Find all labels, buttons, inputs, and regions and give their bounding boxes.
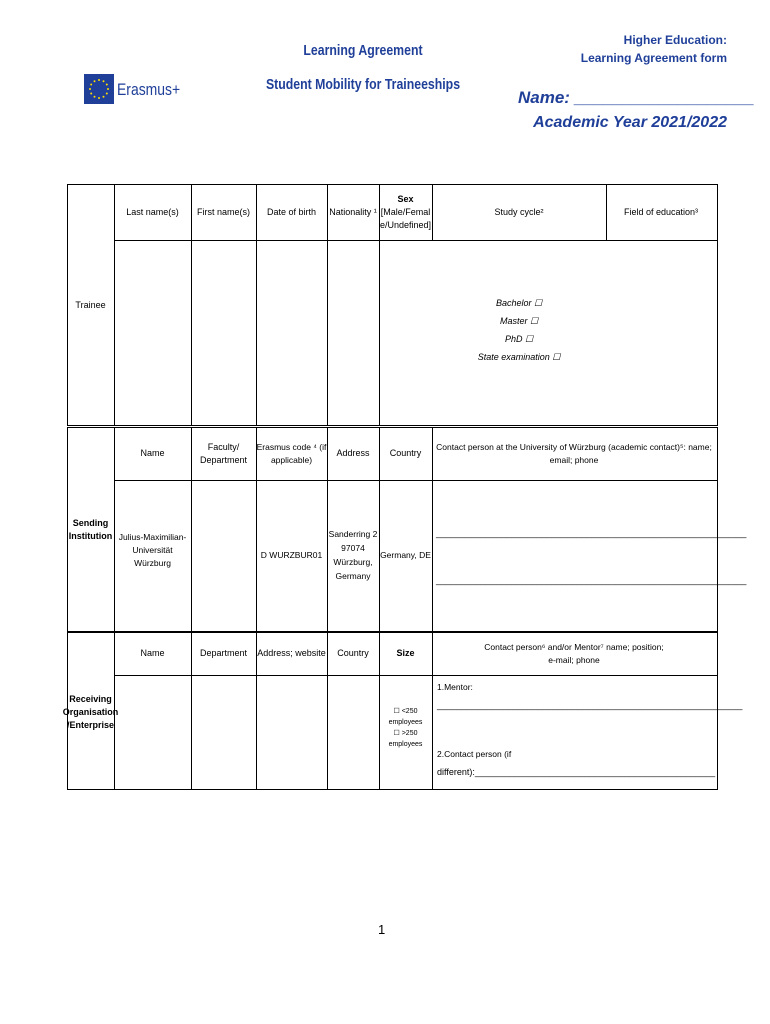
col-faculty-line-2: Department: [199, 454, 248, 465]
col-nationality: Nationality ¹: [329, 206, 377, 217]
contact-person-label: 2.Contact person (if: [437, 749, 512, 759]
col-sex: [379, 184, 432, 240]
address-line-3: Würzburg,: [333, 557, 373, 567]
option-phd[interactable]: PhD ☐: [504, 334, 534, 344]
option-bachelor[interactable]: Bachelor ☐: [495, 298, 543, 308]
eu-flag-icon: [84, 74, 114, 104]
sending-name-line-2: Universität Würzburg: [132, 544, 173, 568]
address-line-4: Germany: [335, 571, 371, 581]
receiving-label-line-1: Receiving: [69, 693, 112, 704]
size-option-small[interactable]: ☐ <250: [393, 708, 418, 715]
logo-text: Erasmus+: [117, 80, 181, 99]
name-field: Name: ___________________: [518, 88, 755, 107]
col-country: Country: [389, 448, 422, 458]
sending-name-value: [114, 530, 191, 570]
erasmus-code-value: D WURZBUR01: [260, 549, 323, 560]
address-line-2: 97074: [341, 543, 365, 553]
sending-label-line-2: Institution: [68, 531, 113, 541]
col-rec-contact: [432, 632, 716, 675]
receiving-label-line-2: Organisation: [62, 706, 119, 717]
col-erasmus-line-1: Erasmus code ⁴ (if: [256, 441, 327, 452]
sending-label-line-1: Sending: [72, 518, 109, 528]
col-rec-department: Department: [199, 648, 248, 658]
col-date-of-birth: Date of birth: [266, 206, 317, 217]
contact-person-line[interactable]: different):________________________________________________: [437, 767, 716, 777]
sending-country-value: Germany, DE: [380, 549, 431, 560]
study-cycle-options: [432, 292, 606, 368]
col-rec-country: Country: [337, 648, 369, 658]
col-rec-contact-line-2: e-mail; phone: [548, 654, 600, 665]
col-study-cycle: Study cycle²: [494, 206, 544, 217]
col-erasmus-line-2: applicable): [270, 454, 313, 465]
col-contact-person: Contact person at the University of Würzburg (academic contact)⁵: name; email; phone: [436, 441, 712, 465]
col-rec-size: Size: [396, 648, 415, 658]
col-rec-name: Name: [140, 648, 165, 658]
receiving-label-line-3: /Enterprise: [66, 719, 115, 730]
col-erasmus-code: [256, 427, 327, 480]
size-options: [379, 702, 432, 754]
col-name: Name: [140, 448, 165, 458]
col-address: Address: [336, 448, 370, 458]
size-option-small-label: employees: [388, 719, 423, 726]
erasmus-logo: [84, 72, 181, 106]
top-right-line-2: Learning Agreement form: [580, 51, 727, 65]
col-rec-address: Address; website: [257, 648, 326, 658]
size-option-large[interactable]: ☐ >250: [393, 730, 418, 737]
col-field-of-education: Field of education³: [623, 206, 699, 217]
academic-year: Academic Year 2021/2022: [533, 114, 727, 131]
col-sex-line-2: [Male/Femal: [380, 206, 431, 217]
sending-name-line-1: Julius-Maximilian-: [118, 531, 187, 542]
receiving-label: [62, 688, 119, 736]
mentor-line[interactable]: _____________________________________________________________: [437, 700, 743, 710]
trainee-label: Trainee: [75, 299, 106, 310]
col-faculty-line-1: Faculty/: [207, 441, 240, 452]
top-right-line-1: Higher Education:: [623, 33, 727, 47]
option-master[interactable]: Master ☐: [499, 316, 539, 326]
size-option-large-label: employees: [388, 741, 423, 748]
option-state-exam[interactable]: State examination ☐: [477, 352, 561, 362]
col-last-name: Last name(s): [126, 206, 179, 217]
mentor-label: 1.Mentor:: [437, 682, 473, 692]
col-faculty: [191, 427, 256, 480]
col-sex-line-3: e/Undefined]: [379, 219, 432, 230]
page-number: 1: [378, 922, 386, 937]
sending-address-value: [327, 520, 379, 590]
contact-line-1[interactable]: ______________________________________________________________: [436, 528, 747, 538]
title-line-2: Student Mobility for Traineeships: [265, 76, 461, 93]
col-first-name: First name(s): [196, 206, 250, 217]
contact-line-2[interactable]: ______________________________________________________________: [436, 575, 747, 585]
col-sex-line-1: Sex: [397, 193, 414, 204]
col-rec-contact-line-1: Contact person⁶ and/or Mentor⁷ name; position;: [484, 641, 664, 652]
address-line-1: Sanderring 2: [328, 529, 378, 539]
title-line-1: Learning Agreement: [303, 42, 423, 59]
sending-label: [67, 510, 114, 550]
